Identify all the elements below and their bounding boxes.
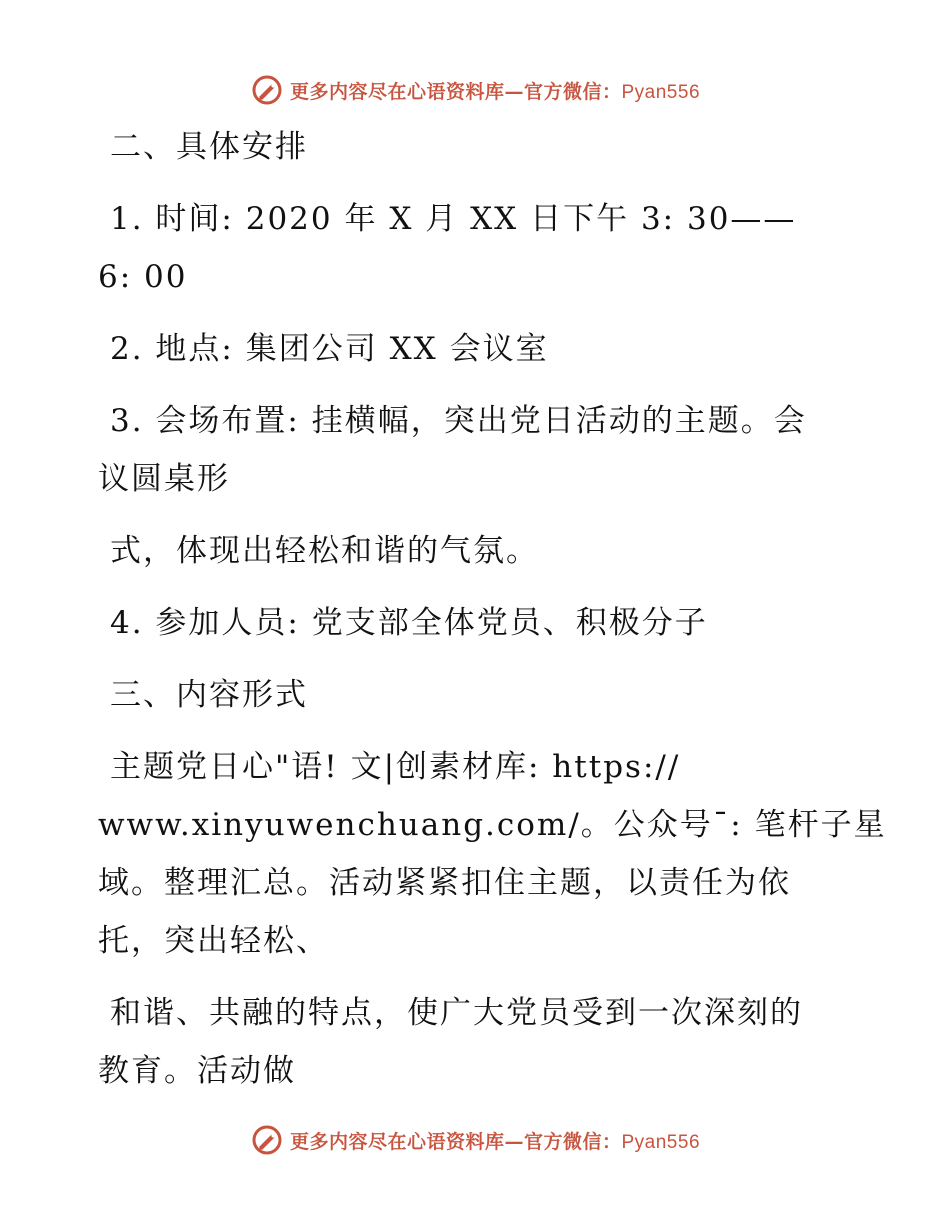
footer-watermark (0, 1120, 950, 1160)
paragraph-line: 和谐、共融的特点，使广大党员受到一次深刻的 (110, 995, 803, 1031)
paragraph-line: 教育。活动做 (98, 1053, 296, 1089)
paragraph-line: 3. 会场布置: 挂横幅，突出党日活动的主题。会 (110, 403, 807, 439)
paragraph-line: 2. 地点: 集团公司 XX 会议室 (110, 331, 549, 367)
document-body (98, 118, 887, 1100)
paragraph-line: 4. 参加人员: 党支部全体党员、积极分子 (110, 605, 708, 641)
paragraph-line: 域。整理汇总。活动紧紧扣住主题，以责任为依 (98, 865, 791, 901)
paragraph-line: 式，体现出轻松和谐的气氛。 (110, 533, 539, 569)
pen-logo-icon (250, 73, 284, 107)
watermark-text: 更多内容尽在心语资料库—官方微信：Pyan556 (289, 80, 701, 103)
paragraph-line: 6: 00 (98, 259, 188, 295)
paragraph-line: 议圆桌形 (98, 461, 230, 497)
paragraph-line: 主题党日心"语! 文|创素材库: https:// (110, 749, 681, 785)
paragraph-line: www.xinyuwenchuang.com/。公众号¯: 笔杆子星 (98, 807, 887, 843)
pen-logo-icon (250, 1123, 284, 1157)
paragraph-line: 1. 时间: 2020 年 X 月 XX 日下午 3: 30—— (110, 201, 797, 237)
watermark-text: 更多内容尽在心语资料库—官方微信：Pyan556 (289, 1130, 701, 1153)
section-heading: 三、内容形式 (110, 677, 308, 713)
section-heading: 二、具体安排 (110, 129, 308, 165)
paragraph-line: 托，突出轻松、 (98, 923, 329, 959)
header-watermark (0, 70, 950, 110)
